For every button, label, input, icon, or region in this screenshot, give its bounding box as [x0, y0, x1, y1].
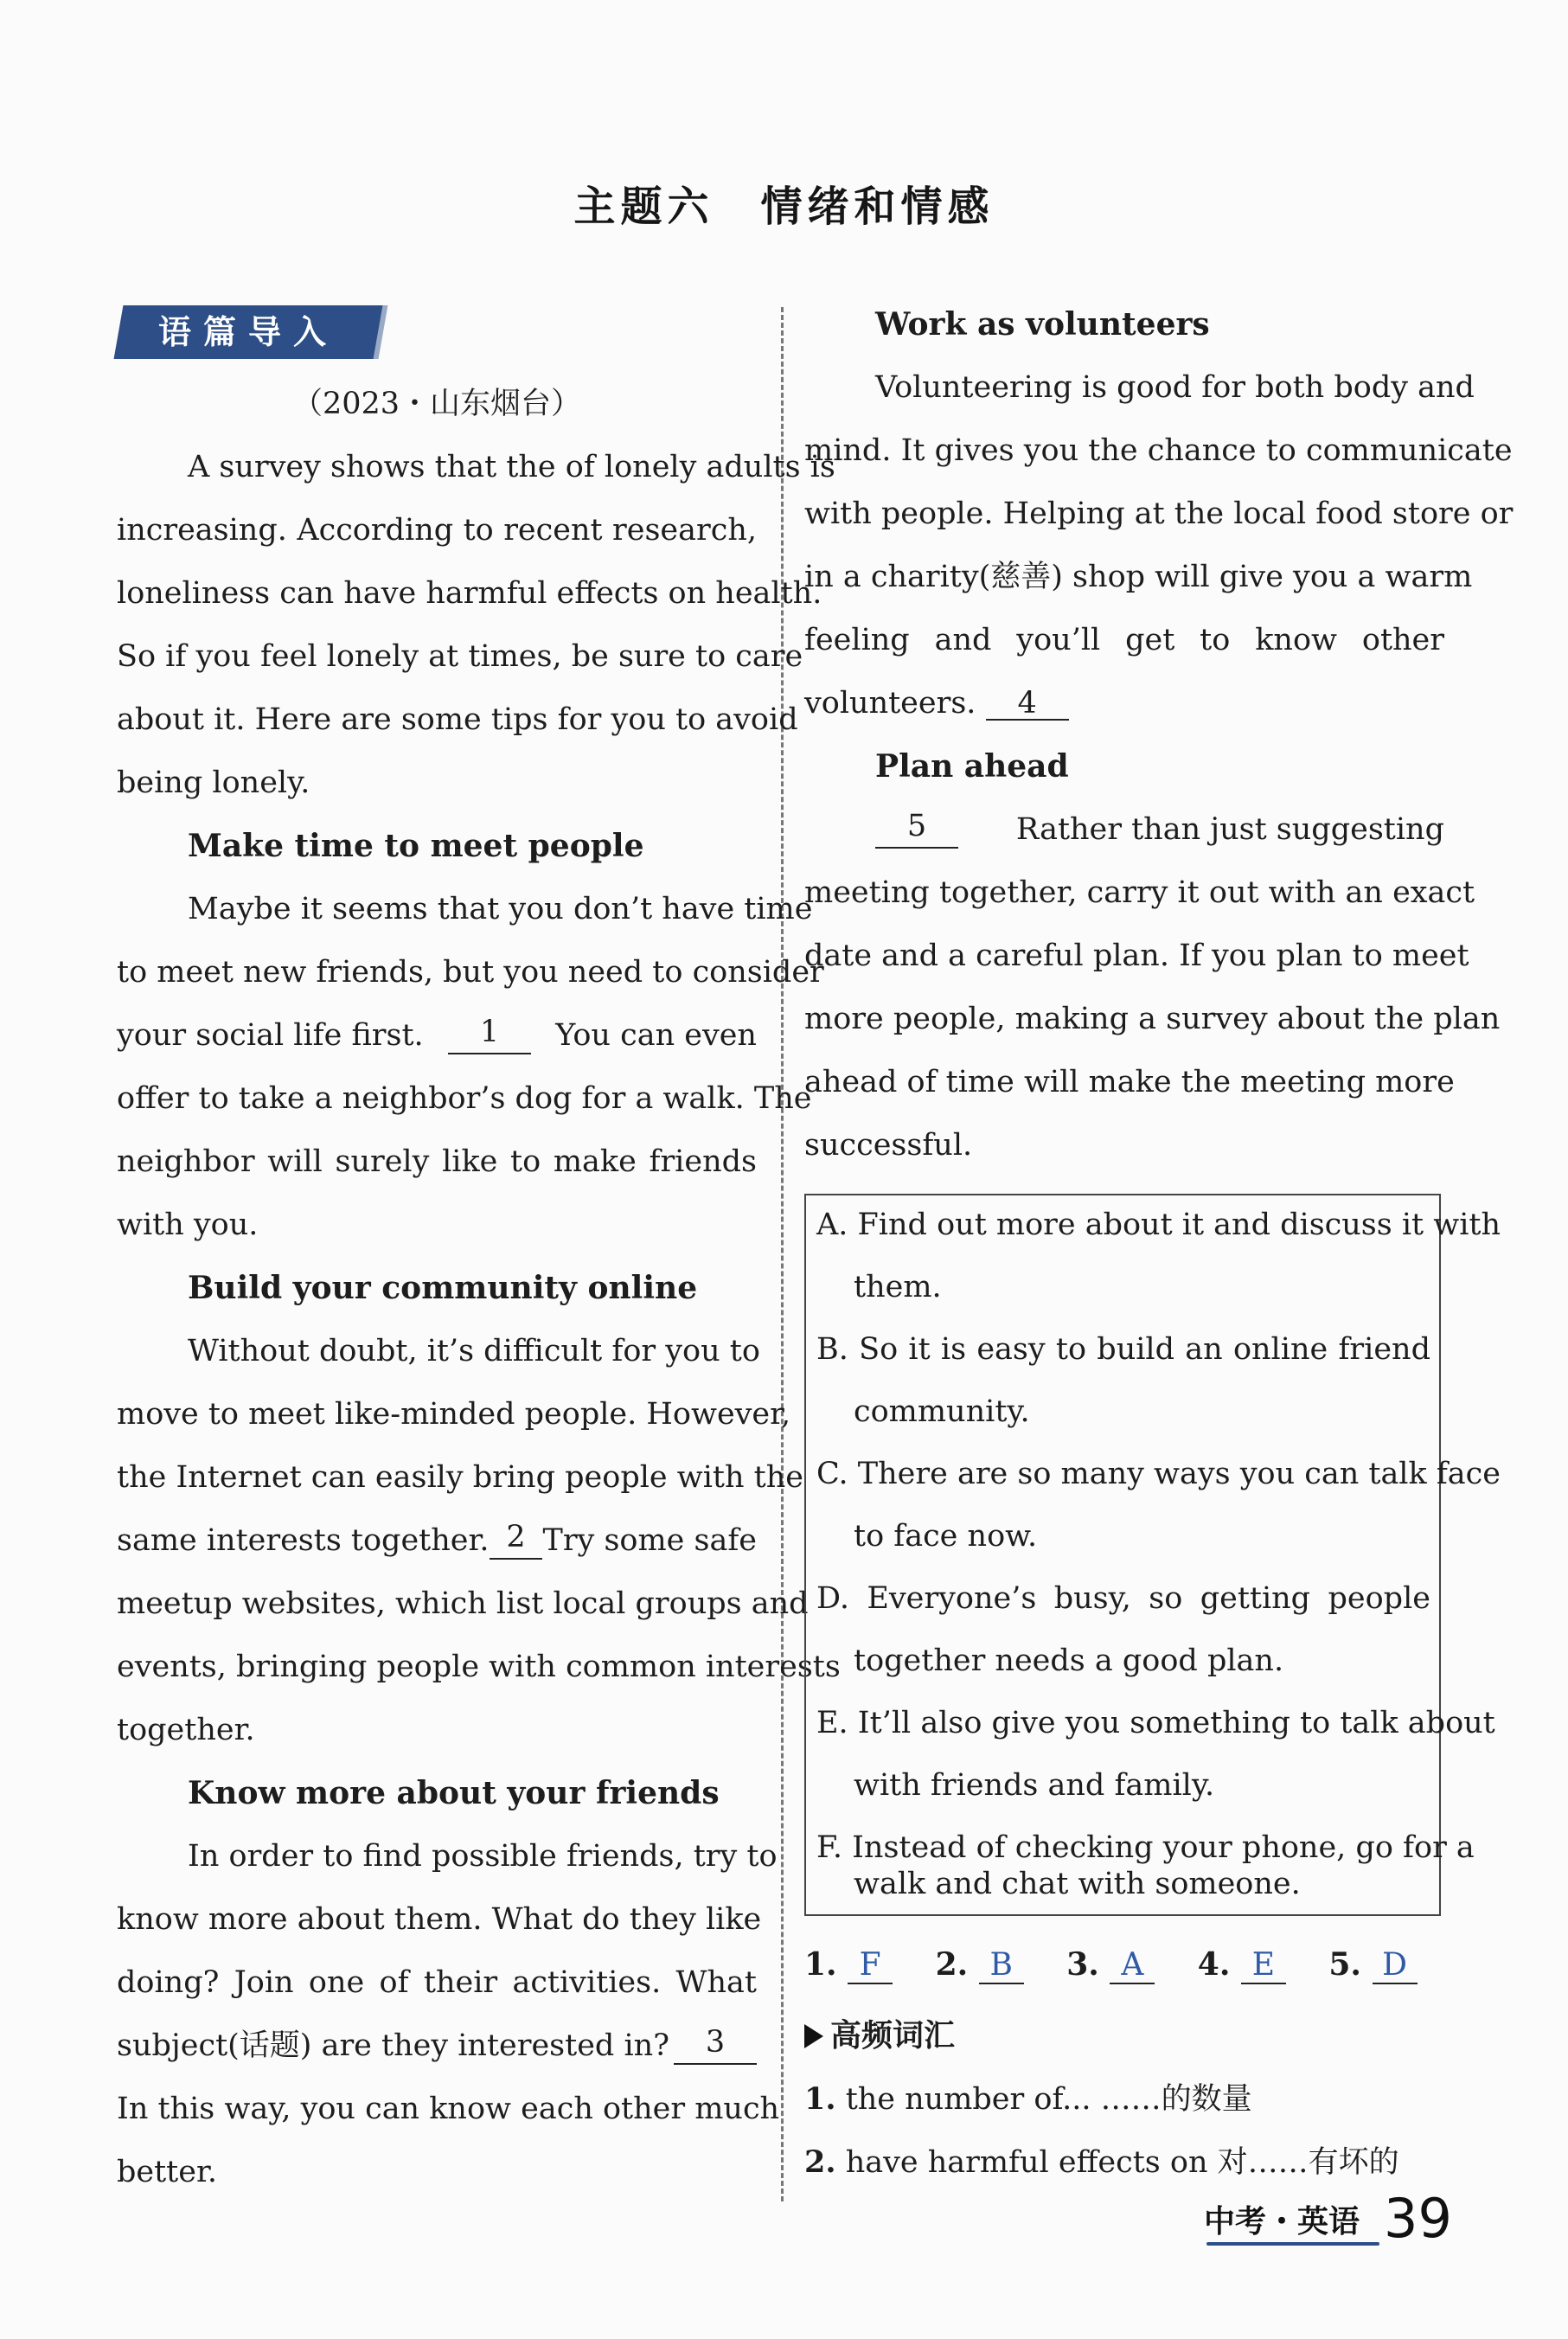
option-a-cont: them. — [854, 1270, 942, 1304]
para-line: mind. It gives you the chance to communicate — [804, 433, 1513, 468]
para-line: with people. Helping at the local food store or — [804, 497, 1514, 531]
para-line: move to meet like-minded people. However, — [117, 1397, 791, 1432]
answer-item — [1198, 1946, 1286, 1984]
para-line-blank-5 — [804, 811, 1444, 849]
para-line: doing? Join one of their activities. What — [117, 1965, 757, 2000]
vocab-num: 2. — [804, 2144, 836, 2180]
blank-post-text: Rather than just suggesting — [1015, 812, 1444, 847]
option-c: C. There are so many ways you can talk face — [816, 1457, 1501, 1491]
blank-3: 3 — [674, 2027, 757, 2065]
option-f-cont: walk and chat with someone. — [854, 1867, 1301, 1901]
answer-value: B — [979, 1947, 1024, 1984]
intro-line: about it. Here are some tips for you to avoid — [117, 702, 798, 737]
blank-pre-text: same interests together. — [117, 1523, 490, 1558]
para-line: meetup websites, which list local groups and — [117, 1586, 809, 1621]
para-line: the Internet can easily bring people with the — [117, 1460, 803, 1495]
para-line: feeling and you’ll get to know other — [804, 623, 1444, 657]
option-e-cont: with friends and family. — [854, 1768, 1215, 1803]
answer-row — [804, 1946, 1450, 1984]
para-line: Volunteering is good for both body and — [875, 370, 1475, 405]
para-line: more people, making a survey about the plan — [804, 1002, 1501, 1036]
para-line-blank-2 — [117, 1522, 757, 1560]
vocab-item — [804, 2144, 1444, 2182]
blank-pre-text: volunteers. — [804, 686, 976, 721]
para-line: know more about them. What do they like — [117, 1902, 762, 1937]
para-line: In order to find possible friends, try to — [188, 1839, 778, 1874]
blank-post-text: Try some safe — [542, 1523, 757, 1558]
blank-4: 4 — [986, 688, 1069, 721]
answer-item — [936, 1946, 1024, 1984]
option-e: E. It’ll also give you something to talk about — [816, 1706, 1495, 1740]
section-badge — [114, 305, 383, 359]
answer-item — [1066, 1946, 1155, 1984]
option-a: A. Find out more about it and discuss it with — [816, 1208, 1501, 1242]
para-line: successful. — [804, 1128, 973, 1163]
source-label: （2023・山东烟台） — [291, 387, 582, 421]
intro-line: So if you feel lonely at times, be sure to care — [117, 639, 803, 674]
section-badge-label: 语篇导入 — [157, 313, 338, 351]
answer-value: E — [1241, 1947, 1286, 1984]
page-title: 主题六 情绪和情感 — [573, 183, 995, 231]
triangle-icon — [804, 2024, 823, 2048]
para-line: with you. — [117, 1208, 259, 1242]
answer-value: A — [1110, 1947, 1155, 1984]
heading-community-online: Build your community online — [188, 1270, 698, 1306]
footer-tag: 中考・英语 — [1204, 2204, 1360, 2240]
option-c-cont: to face now. — [854, 1519, 1038, 1554]
answer-value: F — [848, 1947, 893, 1984]
option-d: D. Everyone’s busy, so getting people — [816, 1581, 1430, 1616]
option-b: B. So it is easy to build an online friend — [816, 1332, 1430, 1367]
answer-num: 5. — [1328, 1946, 1361, 1983]
intro-line: A survey shows that the of lonely adults is — [188, 450, 835, 484]
blank-pre-text: your social life first. — [117, 1018, 424, 1053]
heading-know-friends: Know more about your friends — [188, 1775, 720, 1811]
para-line: offer to take a neighbor’s dog for a walk. The — [117, 1081, 812, 1116]
para-line: in a charity(慈善) shop will give you a warm — [804, 560, 1473, 594]
heading-volunteers: Work as volunteers — [875, 306, 1210, 343]
intro-line: loneliness can have harmful effects on health. — [117, 576, 822, 611]
answer-num: 1. — [804, 1946, 837, 1983]
page-number: 39 — [1384, 2187, 1452, 2250]
footer-underline — [1206, 2242, 1379, 2246]
option-f: F. Instead of checking your phone, go for a — [816, 1830, 1475, 1865]
option-b-cont: community. — [854, 1394, 1030, 1429]
para-line: together. — [117, 1713, 255, 1747]
vocab-text: have harmful effects on 对……有坏的 — [845, 2145, 1399, 2180]
para-line-blank-4 — [804, 684, 1444, 722]
para-line: ahead of time will make the meeting more — [804, 1065, 1455, 1099]
vocab-text: the number of... ……的数量 — [845, 2082, 1252, 2117]
intro-line: increasing. According to recent research, — [117, 513, 757, 548]
answer-value: D — [1373, 1947, 1418, 1984]
option-d-cont: together needs a good plan. — [854, 1644, 1284, 1678]
blank-5: 5 — [875, 811, 958, 849]
vocab-heading — [804, 2011, 955, 2055]
answer-item — [1328, 1946, 1417, 1984]
vocab-num: 1. — [804, 2081, 836, 2117]
para-line-blank-3 — [117, 2027, 757, 2065]
para-line: better. — [117, 2155, 217, 2189]
para-line: date and a careful plan. If you plan to meet — [804, 939, 1469, 973]
vocab-item — [804, 2080, 1444, 2118]
heading-plan-ahead: Plan ahead — [875, 748, 1069, 785]
para-line: In this way, you can know each other much — [117, 2092, 780, 2126]
blank-pre-text: subject(话题) are they interested in? — [117, 2028, 669, 2063]
para-line: Without doubt, it’s difficult for you to — [188, 1334, 760, 1368]
options-box — [804, 1194, 1501, 1916]
para-line: to meet new friends, but you need to consider — [117, 955, 824, 990]
answer-num: 4. — [1197, 1946, 1231, 1983]
answer-num: 2. — [935, 1946, 969, 1983]
para-line: neighbor will surely like to make friends — [117, 1144, 757, 1179]
heading-meet-people: Make time to meet people — [188, 828, 644, 864]
blank-2: 2 — [490, 1522, 543, 1560]
intro-line: being lonely. — [117, 766, 310, 800]
para-line-blank-1 — [117, 1016, 757, 1054]
blank-1: 1 — [448, 1016, 531, 1054]
para-line: meeting together, carry it out with an exact — [804, 875, 1475, 910]
answer-num: 3. — [1066, 1946, 1099, 1983]
blank-post-text: You can even — [555, 1018, 757, 1053]
para-line: Maybe it seems that you don’t have time — [188, 892, 813, 926]
para-line: events, bringing people with common interests — [117, 1650, 841, 1684]
answer-item — [804, 1946, 893, 1984]
vocab-heading-label: 高频词汇 — [830, 2018, 956, 2054]
